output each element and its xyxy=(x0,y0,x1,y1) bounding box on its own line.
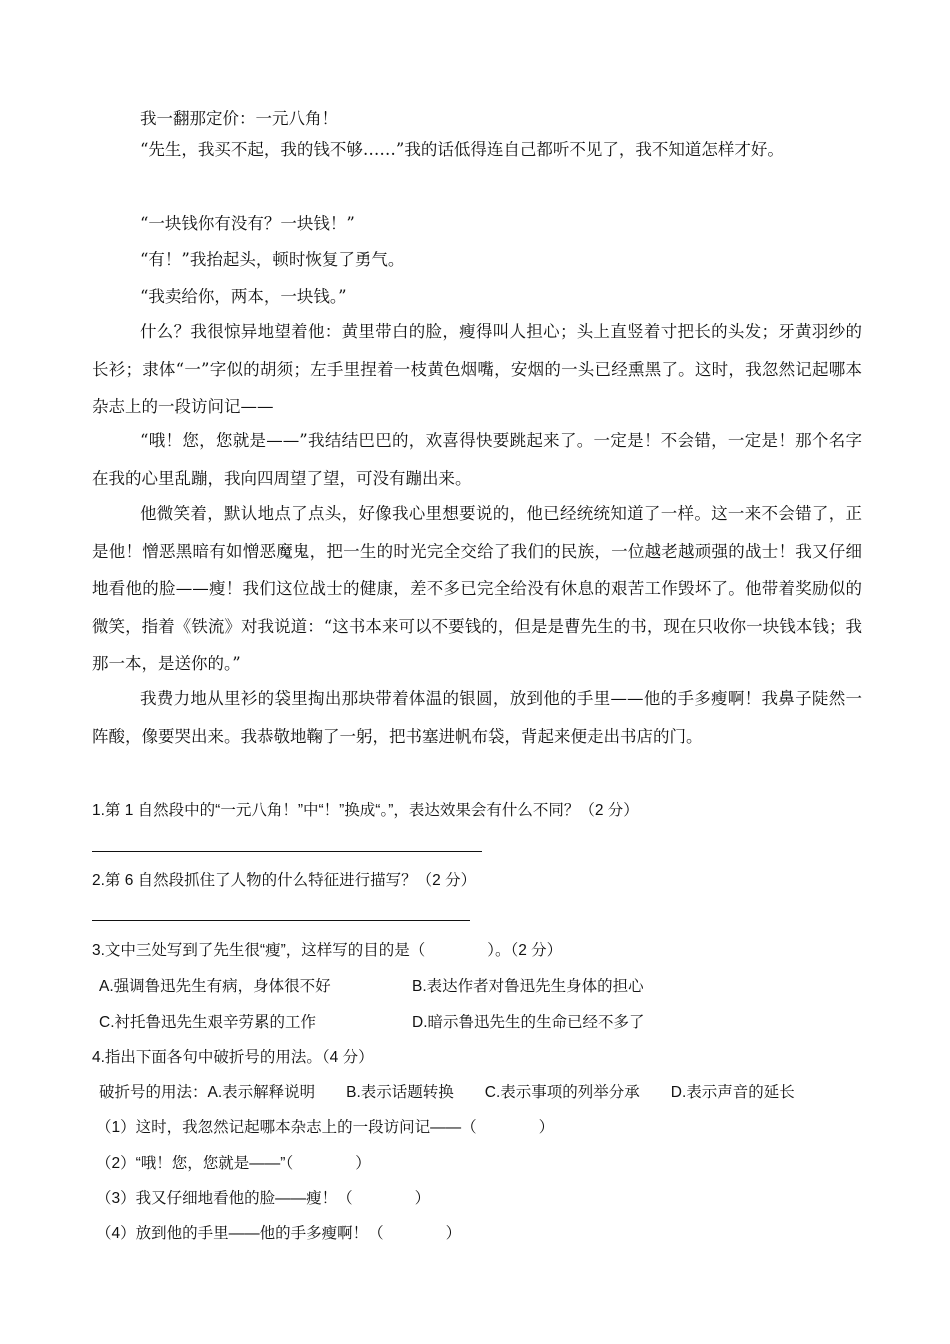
answer-line-2[interactable] xyxy=(92,920,470,921)
q4-item-3[interactable]: （3）我又仔细地看他的脸——瘦！（ ） xyxy=(96,1190,431,1207)
answer-line-1[interactable] xyxy=(92,851,482,852)
question-2: 2.第 6 自然段抓住了人物的什么特征进行描写？（2 分） xyxy=(92,872,477,889)
q4-item-1[interactable]: （1）这时，我忽然记起哪本杂志上的一段访问记——（ ） xyxy=(96,1119,555,1136)
paragraph-3: “一块钱你有没有？一块钱！” xyxy=(140,214,355,233)
question-3: 3.文中三处写到了先生很“瘦”，这样写的目的是（ ）。（2 分） xyxy=(92,942,563,959)
paragraph-5: “我卖给你，两本，一块钱。” xyxy=(140,287,347,306)
q3-option-a[interactable]: A.强调鲁迅先生有病，身体很不好 xyxy=(99,978,331,995)
q4-usage-options: 破折号的用法：A.表示解释说明 B.表示话题转换 C.表示事项的列举分承 D.表示声音的延长 xyxy=(99,1084,795,1101)
q3-option-b[interactable]: B.表达作者对鲁迅先生身体的担心 xyxy=(412,978,644,995)
paragraph-1: 我一翻那定价：一元八角！ xyxy=(140,109,338,128)
q3-option-d[interactable]: D.暗示鲁迅先生的生命已经不多了 xyxy=(412,1014,645,1031)
paragraph-7: “哦！您，您就是——”我结结巴巴的，欢喜得快要跳起来了。一定是！不会错，一定是！那个名字在我的心里乱蹦，我向四周望了望，可没有蹦出来。 xyxy=(92,431,862,488)
question-4: 4.指出下面各句中破折号的用法。（4 分） xyxy=(92,1049,374,1066)
q4-item-4[interactable]: （4）放到他的手里——他的手多瘦啊！（ ） xyxy=(96,1225,462,1242)
q4-item-2[interactable]: （2）“哦！您，您就是——”（ ） xyxy=(96,1155,371,1172)
question-1: 1.第 1 自然段中的“一元八角！”中“！”换成“。”，表达效果会有什么不同？（2 分） xyxy=(92,802,639,819)
paragraph-2: “先生，我买不起，我的钱不够……”我的话低得连自己都听不见了，我不知道怎样才好。 xyxy=(140,140,784,159)
q3-option-c[interactable]: C.衬托鲁迅先生艰辛劳累的工作 xyxy=(99,1014,317,1031)
paragraph-6: 什么？我很惊异地望着他：黄里带白的脸，瘦得叫人担心；头上直竖着寸把长的头发；牙黄羽纱的长衫；隶体“一”字似的胡须；左手里捏着一枝黄色烟嘴，安烟的一头已经熏黑了。这时，我忽然记起哪本杂志上的一段访问记—— xyxy=(92,322,862,416)
paragraph-8: 他微笑着，默认地点了点头，好像我心里想要说的，他已经统统知道了一样。这一来不会错了，正是他！憎恶黑暗有如憎恶魔鬼，把一生的时光完全交给了我们的民族，一位越老越顽强的战士！我又仔细地看他的脸——瘦！我们这位战士的健康，差不多已完全给没有休息的艰苦工作毁坏了。他带着奖励似的微笑，指着《铁流》对我说道：“这书本来可以不要钱的，但是是曹先生的书，现在只收你一块钱本钱；我那一本，是送你的。” xyxy=(92,504,862,673)
paragraph-4: “有！”我抬起头，顿时恢复了勇气。 xyxy=(140,250,405,269)
paragraph-9: 我费力地从里衫的袋里掏出那块带着体温的银圆，放到他的手里——他的手多瘦啊！我鼻子陡然一阵酸，像要哭出来。我恭敬地鞠了一躬，把书塞进帆布袋，背起来便走出书店的门。 xyxy=(92,689,862,746)
